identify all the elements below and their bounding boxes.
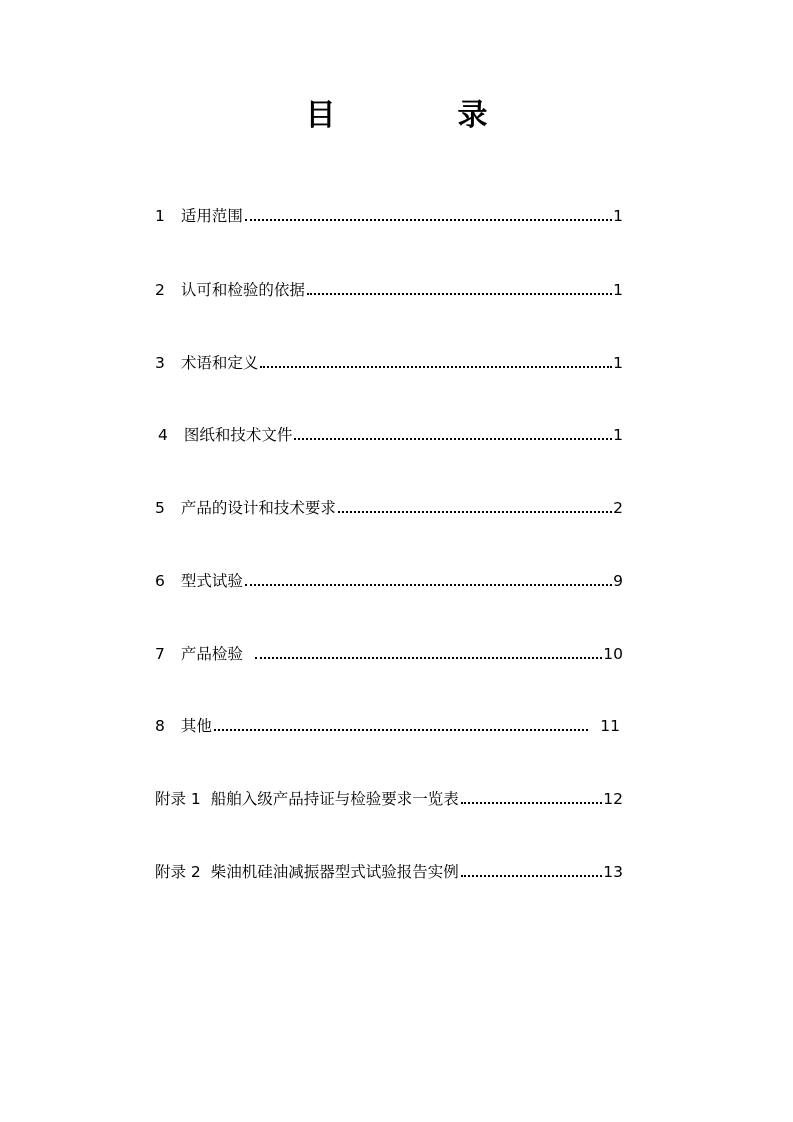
- toc-dot-leader: [294, 438, 612, 440]
- toc-dot-leader: [214, 729, 588, 731]
- toc-entry-page: 12: [603, 790, 623, 808]
- toc-entry-page: 1: [613, 281, 623, 299]
- toc-entry-label: 认可和检验的依据: [180, 281, 305, 299]
- toc-dot-leader: [338, 511, 612, 513]
- toc-entry-number: 4: [158, 426, 168, 444]
- toc-dot-leader: [245, 584, 612, 586]
- toc-entry-page: 1: [613, 426, 623, 444]
- toc-entry-page: 13: [603, 863, 623, 881]
- toc-entry-label: 适用范围: [180, 207, 243, 225]
- toc-entry-page: 9: [613, 572, 623, 590]
- toc-entry-label: 图纸和技术文件: [183, 426, 293, 444]
- toc-entry-4[interactable]: [158, 422, 623, 446]
- toc-entry-6[interactable]: [155, 568, 623, 592]
- toc-entry-number: 附录 2: [155, 863, 201, 881]
- toc-entry-label: 产品检验: [180, 645, 243, 663]
- toc-entry-2[interactable]: [155, 277, 623, 301]
- toc-dot-leader: [255, 657, 602, 659]
- toc-entry-page: 1: [613, 207, 623, 225]
- toc-dot-leader: [245, 219, 612, 221]
- toc-entry-number: 附录 1: [155, 790, 201, 808]
- toc-entry-page: 10: [603, 645, 623, 663]
- toc-entry-page: 1: [613, 354, 623, 372]
- toc-entry-label: 产品的设计和技术要求: [180, 499, 336, 517]
- toc-entry-5[interactable]: [155, 495, 623, 519]
- toc-entry-label: 术语和定义: [180, 354, 259, 372]
- toc-entry-page: 2: [613, 499, 623, 517]
- toc-entry-appendix-1[interactable]: [155, 786, 623, 810]
- toc-dot-leader: [461, 802, 602, 804]
- toc-entry-number: 1: [155, 207, 165, 225]
- toc-entry-1[interactable]: [155, 203, 623, 227]
- toc-entry-label: 船舶入级产品持证与检验要求一览表: [210, 790, 459, 808]
- toc-entry-number: 2: [155, 281, 165, 299]
- toc-entry-number: 7: [155, 645, 165, 663]
- toc-entry-label: 型式试验: [180, 572, 243, 590]
- toc-entry-number: 8: [155, 717, 165, 735]
- toc-entry-number: 5: [155, 499, 165, 517]
- toc-dot-leader: [461, 875, 602, 877]
- toc-entry-appendix-2[interactable]: [155, 859, 623, 883]
- toc-entry-label: 其他: [180, 717, 212, 735]
- toc-entry-8[interactable]: [155, 713, 623, 737]
- page-title: 目 录: [305, 98, 534, 133]
- toc-entry-3[interactable]: [155, 350, 623, 374]
- toc-entry-7[interactable]: [155, 641, 623, 665]
- toc-entry-number: 3: [155, 354, 165, 372]
- toc-entry-number: 6: [155, 572, 165, 590]
- toc-entry-page: 11: [600, 717, 620, 735]
- toc-entry-label: 柴油机硅油减振器型式试验报告实例: [210, 863, 459, 881]
- toc-dot-leader: [260, 366, 612, 368]
- toc-dot-leader: [307, 293, 612, 295]
